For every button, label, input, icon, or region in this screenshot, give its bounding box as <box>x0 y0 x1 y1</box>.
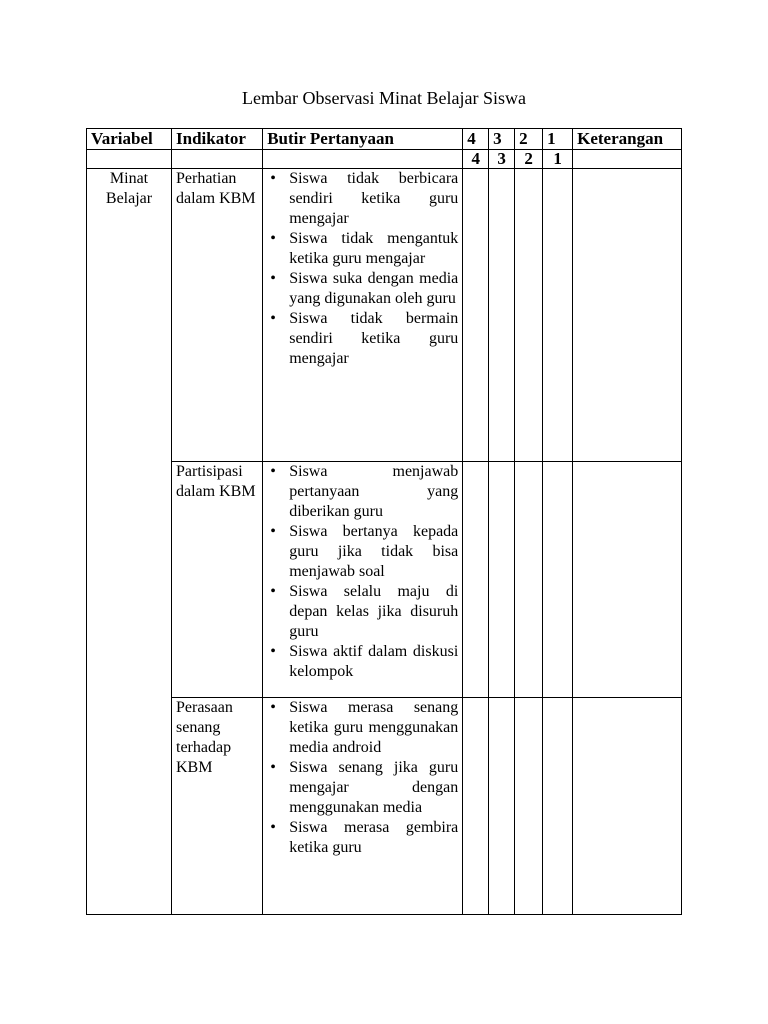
score-4: 4 <box>463 150 489 169</box>
table-row-partisipasi <box>87 462 682 698</box>
list-item: • Siswa tidak bermain sendiri ketika guru mengajar <box>267 309 458 369</box>
page-title: Lembar Observasi Minat Belajar Siswa <box>242 88 526 108</box>
score-cell-3[interactable] <box>489 462 515 698</box>
score-cell-2[interactable] <box>515 169 543 462</box>
score-3: 3 <box>489 150 515 169</box>
header-score-3: 3 <box>489 129 515 150</box>
score-2: 2 <box>515 150 543 169</box>
keterangan-cell[interactable] <box>573 169 682 462</box>
header-indikator: Indikator <box>172 129 263 150</box>
score-cell-1[interactable] <box>543 462 573 698</box>
butir-partisipasi <box>263 462 463 698</box>
list-item: • Siswa merasa gembira ketika guru <box>267 818 458 858</box>
score-cell-3[interactable] <box>489 698 515 915</box>
observation-table <box>86 128 682 915</box>
empty-cell <box>87 150 172 169</box>
butir-perhatian <box>263 169 463 462</box>
table-row-perhatian <box>87 169 682 462</box>
empty-cell <box>172 150 263 169</box>
score-cell-3[interactable] <box>489 169 515 462</box>
list-item: • Siswa bertanya kepada guru jika tidak bisa menjawab soal <box>267 522 458 582</box>
list-item: • Siswa menjawab pertanyaan yang diberikan guru <box>267 462 458 522</box>
score-cell-4[interactable] <box>463 698 489 915</box>
list-item: • Siswa merasa senang ketika guru menggunakan media android <box>267 698 458 758</box>
butir-perasaan <box>263 698 463 915</box>
header-score-2: 2 <box>515 129 543 150</box>
header-score-1: 1 <box>543 129 573 150</box>
score-row <box>87 150 682 169</box>
score-cell-1[interactable] <box>543 698 573 915</box>
table-row-perasaan <box>87 698 682 915</box>
score-cell-4[interactable] <box>463 462 489 698</box>
keterangan-cell[interactable] <box>573 698 682 915</box>
header-variabel: Variabel <box>87 129 172 150</box>
list-item: • Siswa selalu maju di depan kelas jika disuruh guru <box>267 582 458 642</box>
header-keterangan: Keterangan <box>573 129 682 150</box>
empty-cell <box>263 150 463 169</box>
header-butir-pertanyaan: Butir Pertanyaan <box>263 129 463 150</box>
indikator-perhatian: Perhatian dalam KBM <box>172 169 263 462</box>
empty-cell <box>573 150 682 169</box>
variabel-cell: Minat Belajar <box>87 169 172 915</box>
score-cell-4[interactable] <box>463 169 489 462</box>
indikator-perasaan: Perasaan senang terhadap KBM <box>172 698 263 915</box>
list-item: • Siswa tidak mengantuk ketika guru mengajar <box>267 229 458 269</box>
list-item: • Siswa senang jika guru mengajar dengan menggunakan media <box>267 758 458 818</box>
score-cell-1[interactable] <box>543 169 573 462</box>
list-item: • Siswa aktif dalam diskusi kelompok <box>267 642 458 682</box>
list-item: • Siswa tidak berbicara sendiri ketika guru mengajar <box>267 169 458 229</box>
list-item: • Siswa suka dengan media yang digunakan oleh guru <box>267 269 458 309</box>
score-cell-2[interactable] <box>515 698 543 915</box>
header-score-4: 4 <box>463 129 489 150</box>
score-1: 1 <box>543 150 573 169</box>
keterangan-cell[interactable] <box>573 462 682 698</box>
score-cell-2[interactable] <box>515 462 543 698</box>
indikator-partisipasi: Partisipasi dalam KBM <box>172 462 263 698</box>
header-row <box>87 129 682 150</box>
